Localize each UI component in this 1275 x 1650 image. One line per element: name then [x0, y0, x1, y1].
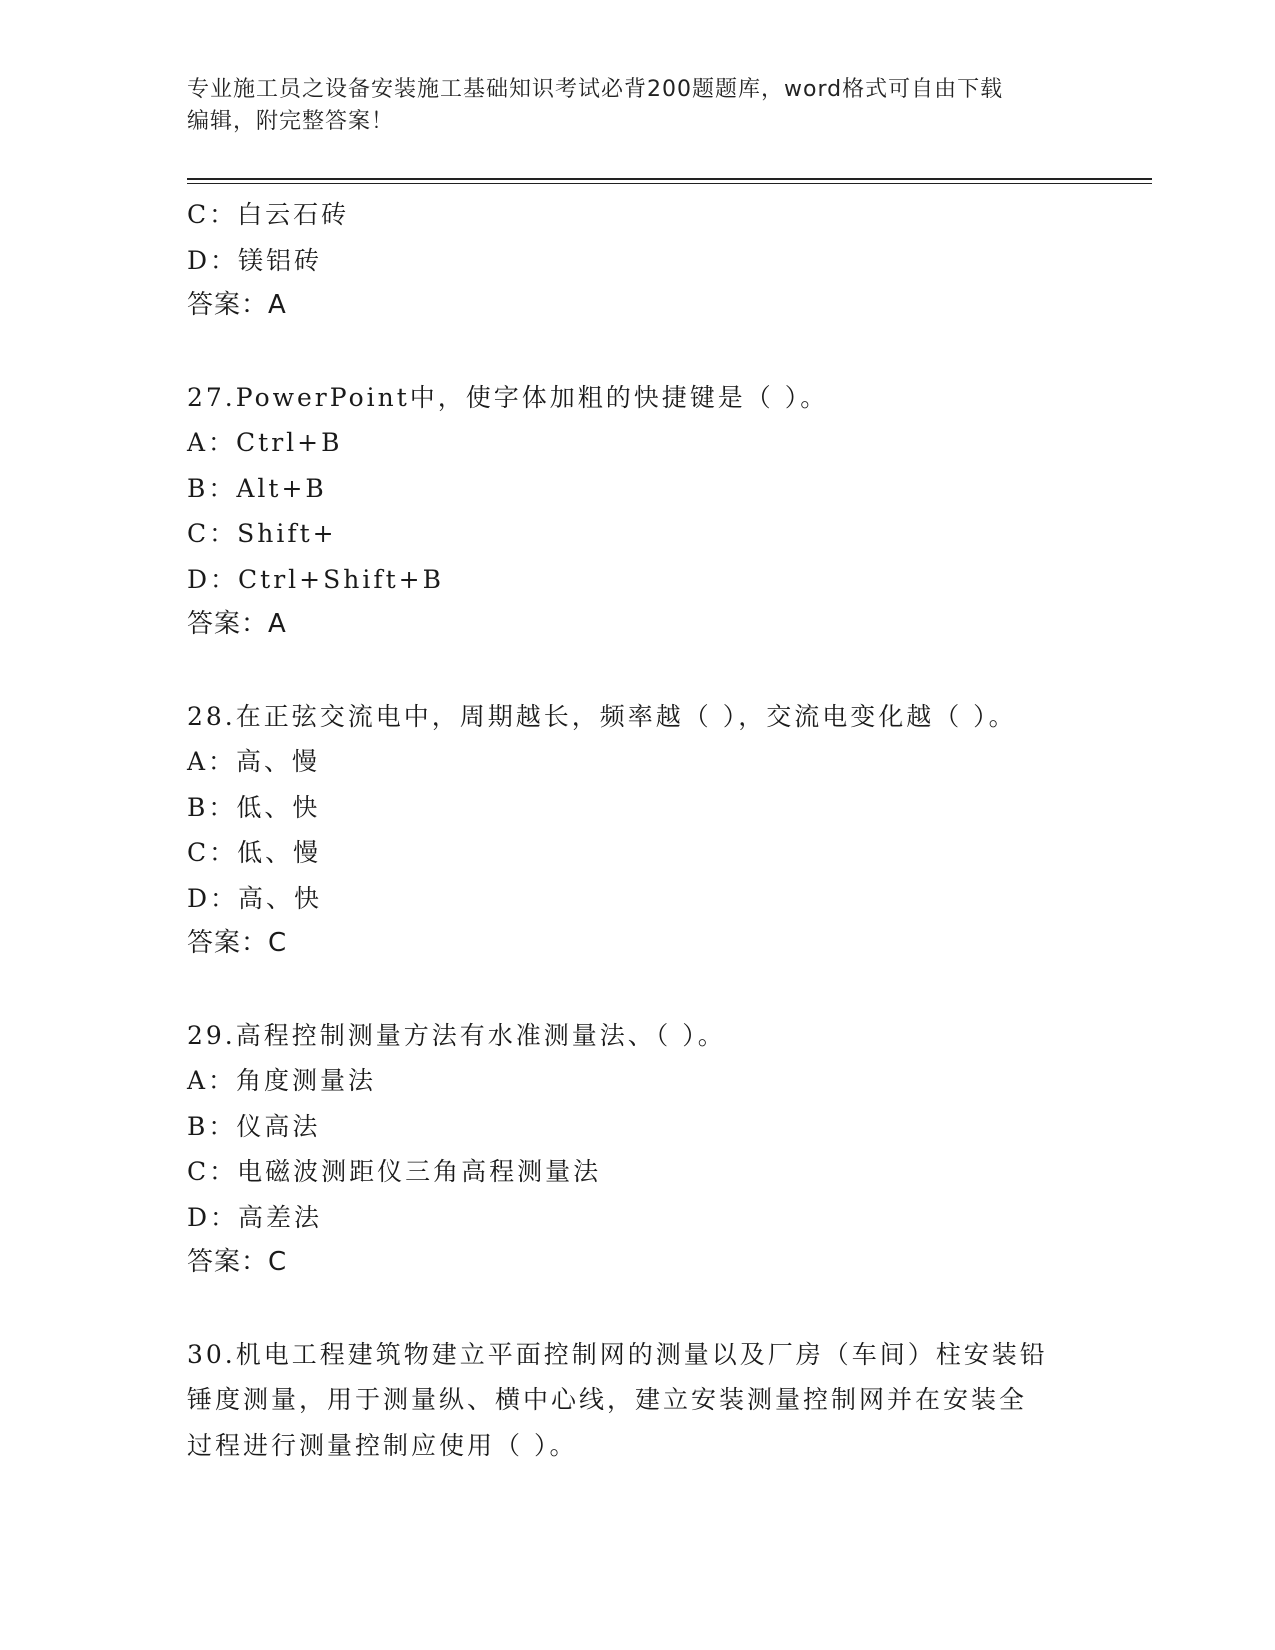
spacer — [187, 329, 1087, 375]
question-stem-line-1: 30.机电工程建筑物建立平面控制网的测量以及厂房（车间）柱安装铅 — [187, 1339, 1048, 1369]
option-b: B：仪高法 — [187, 1111, 321, 1141]
question-stem-line-2: 锤度测量，用于测量纵、横中心线，建立安装测量控制网并在安装全 — [187, 1385, 1028, 1414]
header-divider-thin — [187, 183, 1152, 184]
question-27 — [187, 375, 1087, 648]
spacer — [187, 648, 1087, 694]
question-29 — [187, 1013, 1087, 1286]
header-line-2: 编辑，附完整答案！ — [187, 109, 395, 134]
option-c: C：白云石砖 — [187, 200, 350, 229]
option-a: A：Ctrl+B — [187, 428, 343, 457]
option-c: C：低、慢 — [187, 838, 322, 867]
question-26 — [187, 192, 1087, 329]
document-body — [187, 192, 1087, 1468]
answer-line: 答案：A — [187, 290, 287, 320]
option-c: C：电磁波测距仪三角高程测量法 — [187, 1157, 602, 1186]
question-stem-line-3: 过程进行测量控制应使用（ ）。 — [187, 1430, 578, 1460]
option-d: D：Ctrl+Shift+B — [187, 564, 444, 594]
answer-line: 答案：C — [187, 928, 288, 958]
option-d: D：镁铝砖 — [187, 245, 323, 275]
option-b: B：低、快 — [187, 792, 321, 822]
answer-line: 答案：A — [187, 609, 287, 639]
question-28 — [187, 694, 1087, 967]
question-30 — [187, 1332, 1087, 1469]
option-a: A：角度测量法 — [187, 1066, 377, 1095]
spacer — [187, 967, 1087, 1013]
option-d: D：高、快 — [187, 883, 323, 913]
question-stem: 28.在正弦交流电中，周期越长，频率越（ ），交流电变化越（ ）。 — [187, 701, 1017, 731]
option-c: C：Shift+ — [187, 519, 337, 548]
option-b: B：Alt+B — [187, 473, 327, 503]
header-divider-thick — [187, 178, 1152, 180]
spacer — [187, 1286, 1087, 1332]
option-d: D：高差法 — [187, 1202, 323, 1232]
question-stem: 29.高程控制测量方法有水准测量法、（ ）。 — [187, 1020, 726, 1050]
question-stem: 27.PowerPoint中，使字体加粗的快捷键是（ ）。 — [187, 382, 829, 412]
header-line-1: 专业施工员之设备安装施工基础知识考试必背200题题库，word格式可自由下载 — [187, 77, 1004, 102]
document-header — [187, 74, 1087, 138]
answer-line: 答案：C — [187, 1247, 288, 1277]
option-a: A：高、慢 — [187, 747, 321, 776]
